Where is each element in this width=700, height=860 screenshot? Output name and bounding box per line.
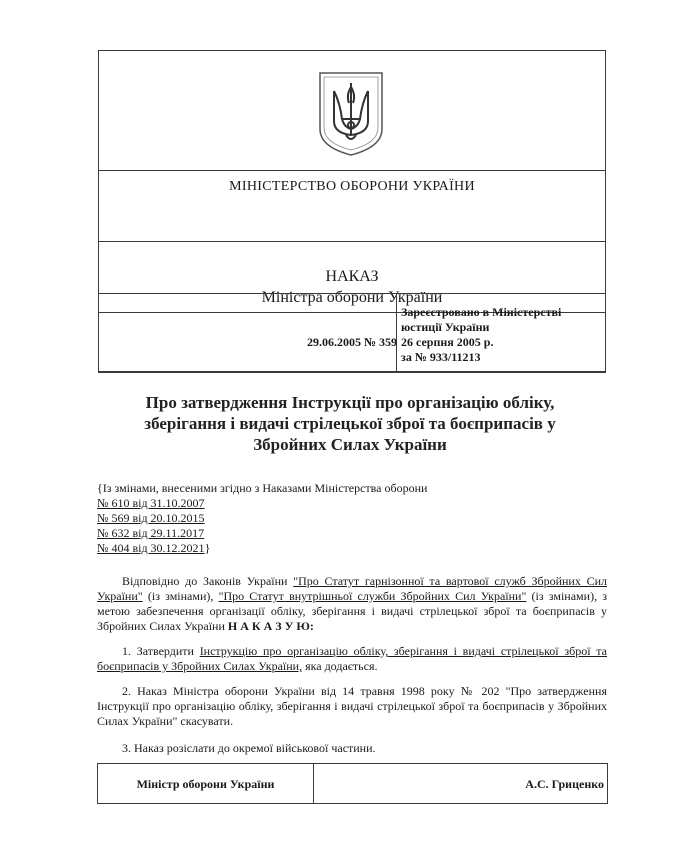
signatory-position: Міністр оборони України <box>136 777 275 791</box>
amendments-closing: } <box>204 541 211 555</box>
amendments-note <box>97 481 607 556</box>
signature-table <box>97 763 608 804</box>
preamble-text: (із змінами), з метою забезпечення організації обліку, зберігання і видачі стрілецької зброї та боєприпасів у Збройних Силах України <box>97 589 607 633</box>
amendment-link[interactable]: № 632 від 29.11.2017 <box>97 526 205 540</box>
document-title <box>100 392 600 455</box>
amendment-link[interactable]: № 404 від 30.12.2021 <box>97 541 205 555</box>
paragraph-1-prefix: 1. Затвердити <box>122 644 200 658</box>
order-author: Міністра оборони України <box>261 289 443 306</box>
law-link-garrison-charter[interactable]: "Про Статут гарнізонної та вартової служб Збройних Сил України" <box>97 574 607 603</box>
ministry-row <box>99 171 605 242</box>
coat-of-arms-trident-icon <box>316 69 386 157</box>
signatory-name: А.С. Гриценко <box>525 777 604 791</box>
order-type: НАКАЗ <box>325 268 379 285</box>
preamble-text: (із змінами), <box>142 589 219 603</box>
registration-line: 26 серпня 2005 р. <box>401 335 494 349</box>
paragraph-3 <box>97 741 607 756</box>
paragraph-1-suffix: яка додається. <box>302 659 378 673</box>
title-line: Про затвердження Інструкції про організацію обліку, <box>145 393 555 412</box>
amendment-link[interactable]: № 569 від 20.10.2015 <box>97 511 205 525</box>
registration-table <box>98 293 606 373</box>
registration-line: Зареєстровано в Міністерстві <box>401 305 562 319</box>
registration-stamp <box>401 305 601 365</box>
amendments-intro: {Із змінами, внесеними згідно з Наказами Міністерства оборони <box>97 481 428 495</box>
title-line: зберігання і видачі стрілецької зброї та боєприпасів у <box>144 414 556 433</box>
title-line: Збройних Силах України <box>253 435 447 454</box>
amendment-link[interactable]: № 610 від 31.10.2007 <box>97 496 205 510</box>
registration-line: юстиції України <box>401 320 490 334</box>
paragraph-3-text: 3. Наказ розіслати до окремої військової частини. <box>122 741 376 755</box>
registration-divider <box>396 294 397 372</box>
paragraph-preamble <box>97 574 607 634</box>
paragraph-2-text: 2. Наказ Міністра оборони України від 14 травня 1998 року № 202 "Про затвердження Інструкції про організацію обліку, зберігання і видачі стрілецької зброї та боєприпасів у Збройних Силах України" скасувати. <box>97 684 607 728</box>
ministry-name: МІНІСТЕРСТВО ОБОРОНИ УКРАЇНИ <box>229 179 475 194</box>
law-link-internal-service-charter[interactable]: "Про Статут внутрішньої служби Збройних Сил України" <box>218 589 527 603</box>
signature-divider <box>313 764 314 803</box>
order-date-number: 29.06.2005 № 359 <box>306 335 398 349</box>
registration-line: за № 933/11213 <box>401 350 481 364</box>
instruction-link[interactable]: Інструкцію про організацію обліку, зберігання і видачі стрілецької зброї та боєприпасів у Збройних Силах України, <box>97 644 607 673</box>
order-keyword: Н А К А З У Ю: <box>227 619 314 633</box>
preamble-text: Відповідно до Законів України <box>122 574 294 588</box>
paragraph-2 <box>97 684 607 729</box>
paragraph-1 <box>97 644 607 674</box>
emblem-row <box>99 51 605 171</box>
